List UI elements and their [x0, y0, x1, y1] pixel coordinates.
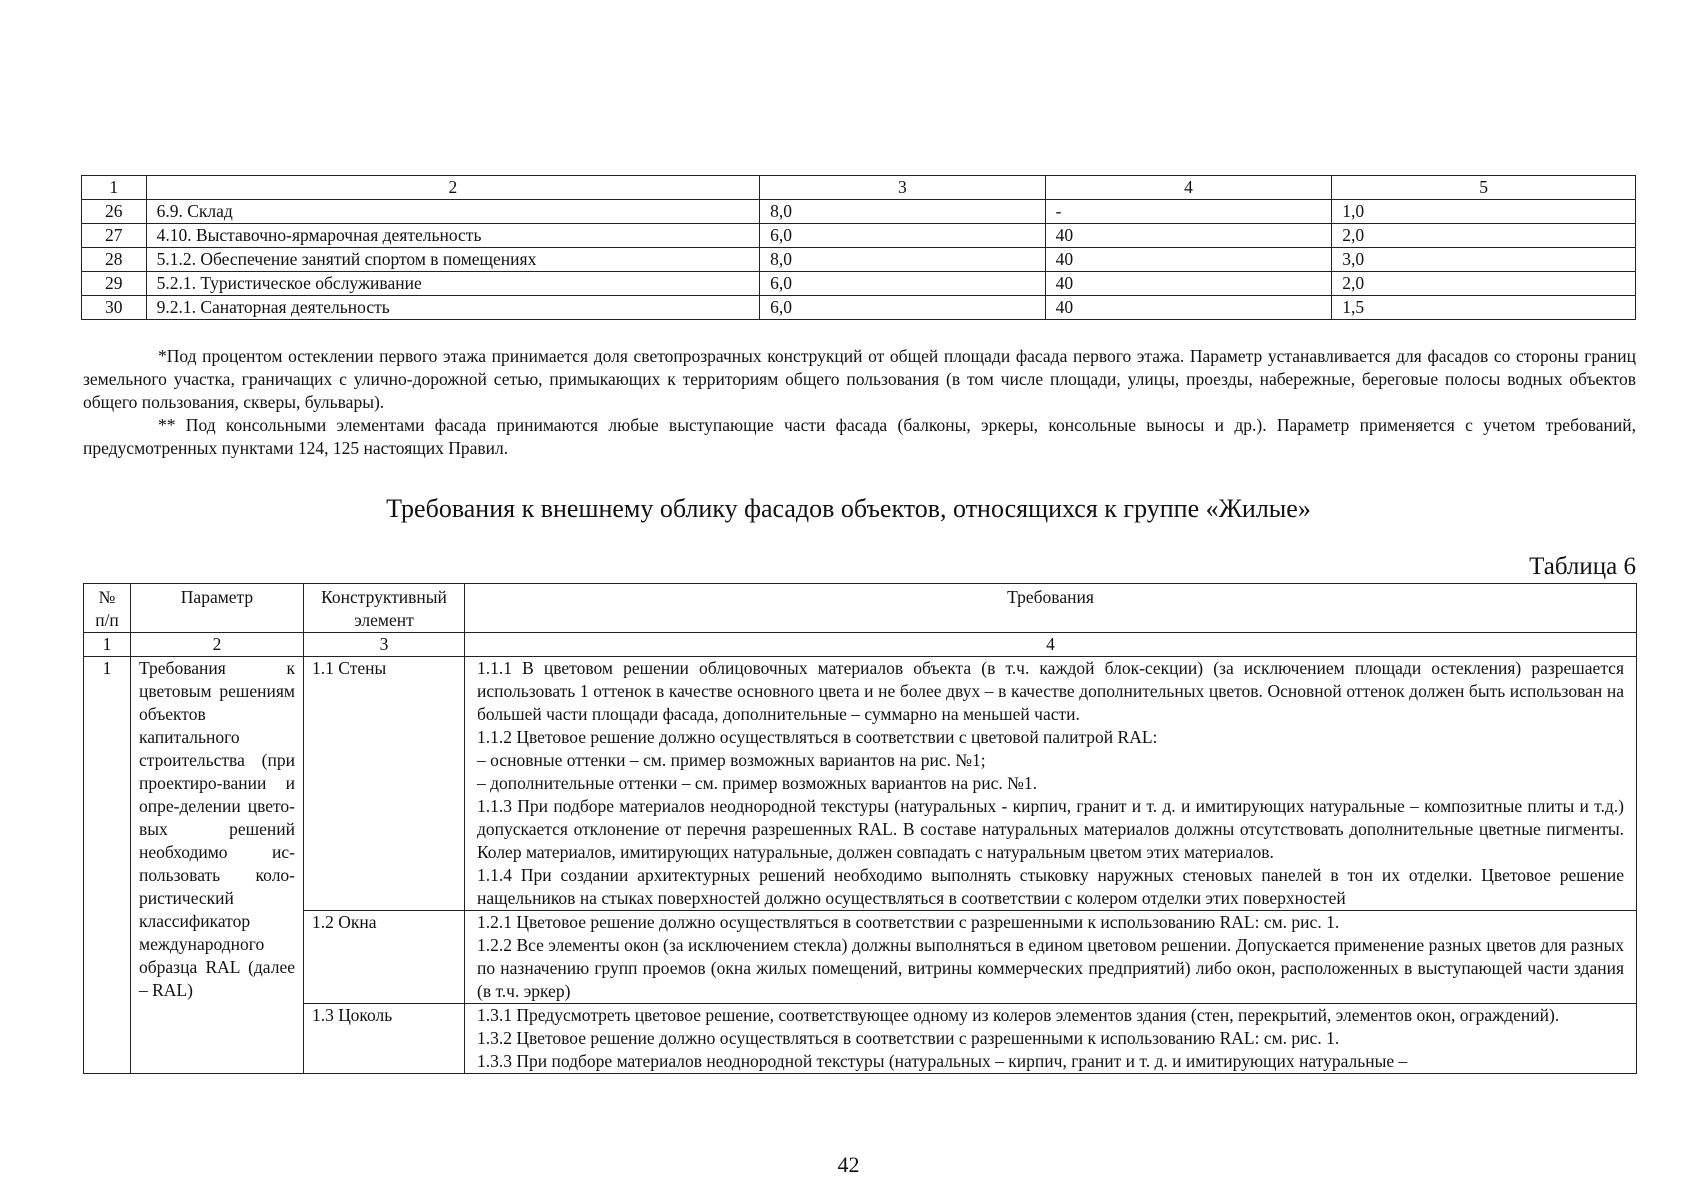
value-cell: - [1045, 200, 1332, 224]
requirements-walls [465, 657, 1637, 911]
land-use-parameters-table [81, 175, 1636, 320]
header-cell-element: Конструктивный элемент [304, 584, 465, 633]
element-cell-windows: 1.2 Окна [304, 911, 465, 1004]
row-number: 27 [82, 224, 147, 248]
table-header-row [82, 176, 1636, 200]
value-cell: 2,0 [1332, 272, 1636, 296]
requirement-item: 1.1.4 При создании архитектурных решений необходимо выполнять стыковку наружных стеновых панелей в тон их отделки. Цветовое решение нащельников на стыках поверхностей должно осуществляться в соответствии с колером отделки этих поверхностей [477, 865, 1624, 908]
requirement-item: 1.1.1 В цветовом решении облицовочных материалов объекта (в т.ч. каждой блок-секции) (за исключением площади остекления) разрешается использовать 1 оттенок в качестве основного цвета и не более двух – в качестве дополнительных цветов. Основной оттенок должен быть использован на большей части площади фасада, дополнительные – суммарно на меньшей части. [477, 658, 1624, 724]
value-cell: 6,0 [760, 296, 1046, 320]
column-number: 3 [304, 633, 465, 657]
value-cell: 2,0 [1332, 224, 1636, 248]
header-cell: 3 [760, 176, 1046, 200]
facade-requirements-table [83, 583, 1637, 1074]
table-header-row [84, 584, 1637, 633]
column-number: 1 [84, 633, 131, 657]
requirements-plinth [465, 1004, 1637, 1074]
table-row [84, 1004, 1637, 1074]
column-number: 4 [465, 633, 1637, 657]
header-cell-requirements: Требования [465, 584, 1637, 633]
requirement-item: 1.2.2 Все элементы окон (за исключением стекла) должны выполняться в едином цветовом решении. Допускается применение разных цветов для разных по назначению групп проемов (окна жилых помещений, витрины коммерческих предприятий) либо окон, расположенных в выступающей части здания (в т.ч. эркер) [477, 935, 1624, 1001]
requirement-item: 1.1.3 При подборе материалов неоднородной текстуры (натуральных - кирпич, гранит и т. д. и имитирующих натуральные – композитные плиты и т.д.) допускается отклонение от перечня разрешенных RAL. В составе натуральных материалов должны отсутствовать дополнительные цветные пигменты. Колер материалов, имитирующих натуральные, должен совпадать с натуральным цветом этих материалов. [477, 796, 1624, 862]
row-number: 26 [82, 200, 147, 224]
page-number: 42 [837, 1152, 860, 1177]
requirement-item: 1.2.1 Цветовое решение должно осуществляться в соответствии с разрешенными к использованию RAL: см. рис. 1. [477, 912, 1340, 932]
element-cell-walls: 1.1 Стены [304, 657, 465, 911]
requirement-item: – основные оттенки – см. пример возможных вариантов на рис. №1; [477, 750, 986, 770]
requirement-item: 1.1.2 Цветовое решение должно осуществляться в соответствии с цветовой палитрой RAL: [477, 727, 1158, 747]
row-number: 29 [82, 272, 147, 296]
value-cell: 40 [1045, 224, 1332, 248]
header-cell: 1 [82, 176, 147, 200]
land-use-type: 4.10. Выставочно-ярмарочная деятельность [146, 224, 760, 248]
row-number: 30 [82, 296, 147, 320]
value-cell: 6,0 [760, 224, 1046, 248]
requirement-item: 1.3.1 Предусмотреть цветовое решение, соответствующее одному из колеров элементов здания (стен, перекрытий, элементов окон, ограждений). [477, 1005, 1560, 1025]
value-cell: 3,0 [1332, 248, 1636, 272]
table-row [84, 657, 1637, 911]
land-use-type: 5.2.1. Туристическое обслуживание [146, 272, 760, 296]
section-title: Требования к внешнему облику фасадов объектов, относящихся к группе «Жилые» [386, 494, 1311, 523]
requirement-item: 1.3.2 Цветовое решение должно осуществляться в соответствии с разрешенными к использованию RAL: см. рис. 1. [477, 1028, 1340, 1048]
requirement-item: 1.3.3 При подборе материалов неоднородной текстуры (натуральных – кирпич, гранит и т. д. и имитирующих натуральные – [477, 1051, 1408, 1071]
header-cell: 2 [146, 176, 760, 200]
value-cell: 6,0 [760, 272, 1046, 296]
footnote-cantilever: ** Под консольными элементами фасада принимаются любые выступающие части фасада (балконы, эркеры, консольные выносы и др.). Параметр применяется с учетом требований, предусмотренных пунктами 124, 125 настоящих Правил. [83, 415, 1636, 458]
requirement-item: – дополнительные оттенки – см. пример возможных вариантов на рис. №1. [477, 773, 1037, 793]
value-cell: 40 [1045, 296, 1332, 320]
value-cell: 1,0 [1332, 200, 1636, 224]
row-number: 28 [82, 248, 147, 272]
header-cell-parameter: Параметр [131, 584, 304, 633]
value-cell: 8,0 [760, 200, 1046, 224]
requirements-windows [465, 911, 1637, 1004]
column-number-row [84, 633, 1637, 657]
column-number: 2 [131, 633, 304, 657]
table-row [82, 272, 1636, 296]
value-cell: 40 [1045, 248, 1332, 272]
row-number: 1 [84, 657, 131, 1074]
header-cell-number: № п/п [84, 584, 131, 633]
value-cell: 40 [1045, 272, 1332, 296]
land-use-type: 5.1.2. Обеспечение занятий спортом в помещениях [146, 248, 760, 272]
parameter-cell: Требования к цветовым решениям объектов капитального строительства (при проектиро-вании и опре-делении цвето-вых решений необходимо ис-пользовать коло-ристический классификатор международного образца RAL (далее – RAL) [131, 657, 304, 1074]
element-cell-plinth: 1.3 Цоколь [304, 1004, 465, 1074]
footnotes [83, 345, 1636, 460]
land-use-type: 6.9. Склад [146, 200, 760, 224]
header-cell: 5 [1332, 176, 1636, 200]
header-cell: 4 [1045, 176, 1332, 200]
value-cell: 1,5 [1332, 296, 1636, 320]
table-row [82, 224, 1636, 248]
land-use-type: 9.2.1. Санаторная деятельность [146, 296, 760, 320]
table-caption: Таблица 6 [1529, 553, 1636, 580]
table-row [82, 200, 1636, 224]
table-row [82, 296, 1636, 320]
table-row [84, 911, 1637, 1004]
table-row [82, 248, 1636, 272]
footnote-glazing: *Под процентом остеклении первого этажа принимается доля светопрозрачных конструкций от общей площади фасада первого этажа. Параметр устанавливается для фасадов со стороны границ земельного участка, граничащих с улично-дорожной сетью, примыкающих к территориям общего пользования (в том числе площади, улицы, проезды, набережные, береговые полосы водных объектов общего пользования, скверы, бульвары). [83, 346, 1636, 412]
value-cell: 8,0 [760, 248, 1046, 272]
